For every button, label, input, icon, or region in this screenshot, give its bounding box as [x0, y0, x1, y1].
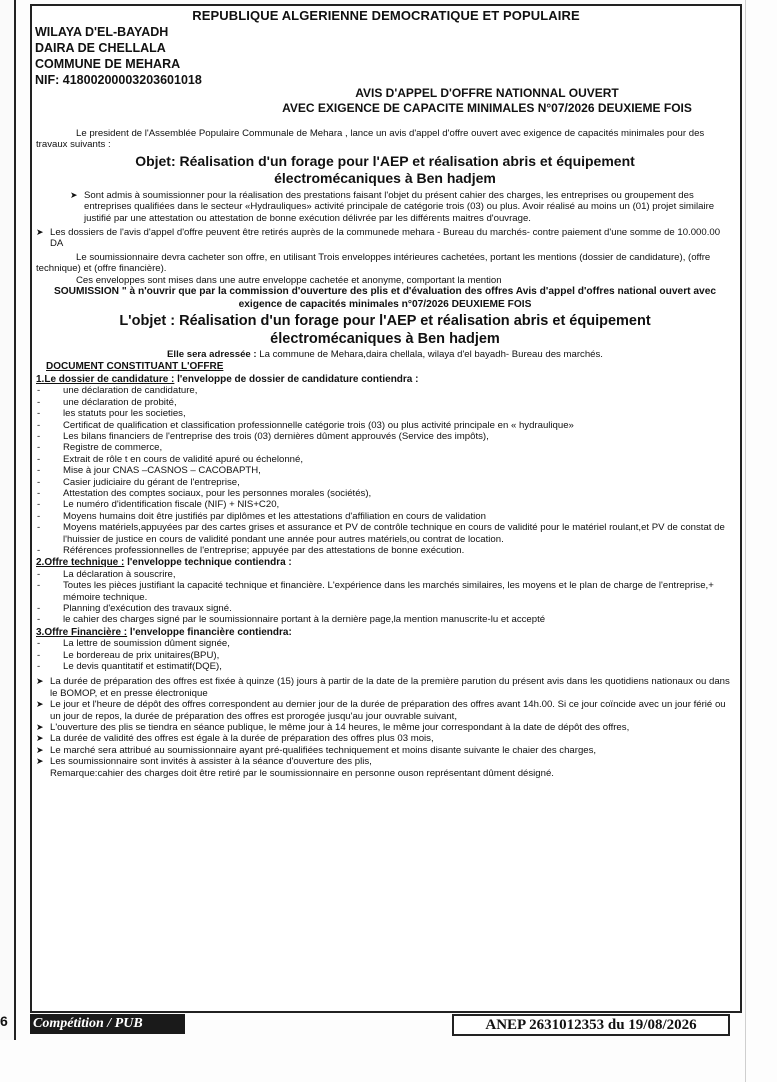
terms-item: [36, 676, 734, 699]
section-3-text: l'enveloppe financière contiendra:: [127, 626, 292, 638]
arrow-bullet-icon: ➤: [36, 699, 44, 710]
notice-title: [242, 86, 732, 116]
list-item: - le cahier des charges signé par le soumissionnaire portant à la dernière page,la mention manuscrite-lu et accepté: [36, 614, 734, 625]
list-item: - Le devis quantitatif et estimatif(DQE),: [36, 661, 734, 672]
list-item: - Le numéro d'identification fiscale (NIF) + NIS+C20,: [36, 499, 734, 510]
terms-item: [36, 699, 734, 722]
list-item: - Moyens humains doit être justifiés par diplômes et les attestations d'affiliation en cours de validation: [36, 511, 734, 522]
notice-frame: [30, 4, 742, 1013]
arrow-bullet-icon: ➤: [36, 733, 44, 744]
remark-line: Remarque:cahier des charges doit être retiré par le soumissionnaire en personne ouson représentant dûment désigné.: [50, 767, 554, 779]
arrow-bullet-icon: ➤: [70, 189, 78, 200]
terms-text: La durée de validité des offres est égale à la durée de préparation des offres plus 03 mois,: [50, 733, 434, 745]
terms-text: La durée de préparation des offres est fixée à quinze (15) jours à partir de la date de la première parution du présent avis dans les quotidiens nationaux ou dans le BOMOP, et en presse électronique: [50, 676, 730, 699]
wilaya-line: WILAYA D'EL-BAYADH: [35, 25, 169, 39]
terms-list: [36, 676, 734, 779]
document-title: DOCUMENT CONSTITUANT L'OFFRE: [46, 361, 224, 373]
list-item: - Attestation des comptes sociaux, pour les personnes morales (sociétés),: [36, 488, 734, 499]
terms-text: Le marché sera attribué au soumissionnaire ayant pré-qualifiées techniquement et moins disante suivante le chaier des charges,: [50, 744, 597, 756]
list-item: - Toutes les pièces justifiant la capacité technique et financière. L'expérience dans les marchés similaires, les moyens et le plan de charge de l'entreprise,+ mémoire technique.: [36, 580, 734, 603]
arrow-bullet-icon: ➤: [36, 756, 44, 767]
list-item: - une déclaration de probité,: [36, 397, 734, 408]
list-item: - Registre de commerce,: [36, 442, 734, 453]
section-1-list: [36, 385, 734, 556]
arrow-bullet-icon: ➤: [36, 722, 44, 733]
section-1-heading: [36, 374, 734, 385]
daira-line: DAIRA DE CHELLALA: [35, 41, 166, 55]
issuer-block: [35, 24, 202, 88]
terms-item: [36, 756, 734, 767]
terms-text: Les soumissionnaire sont invités à assister à la séance d'ouverture des plis,: [50, 756, 372, 768]
terms-item: [36, 745, 734, 756]
list-item: - Extrait de rôle t en cours de validité apuré ou échelonné,: [36, 454, 734, 465]
section-1-text: l'enveloppe de dossier de candidature contiendra :: [174, 373, 419, 385]
arrow-bullet-icon: ➤: [36, 676, 44, 687]
outer-envelope-paragraph: Ces enveloppes sont mises dans une autre enveloppe cachetée et anonyme, comportant la mention: [76, 274, 502, 286]
arrow-bullet-icon: ➤: [36, 227, 44, 238]
list-item: - La lettre de soumission dûment signée,: [36, 638, 734, 649]
objet-heading: Objet: Réalisation d'un forage pour l'AEP et réalisation abris et équipement électromécaniques à Ben hadjem: [135, 152, 635, 186]
list-item: - Planning d'exécution des travaux signé.: [36, 603, 734, 614]
page-number: 6: [0, 1013, 8, 1029]
withdrawal-text: Les dossiers de l'avis d'appel d'offre peuvent être retirés auprès de la communede mehara - Bureau du marchés- contre paiement d'une somme de 10.000.00 DA: [50, 227, 721, 250]
nif-line: NIF: 418002000032036010​18: [35, 73, 202, 87]
list-item: - Références professionnelles de l'entreprise; appuyée par des attestations de bonne exécution.: [36, 545, 734, 556]
notice-title-line1: AVIS D'APPEL D'OFFRE NATIONNAL OUVERT: [355, 86, 619, 100]
list-item: - Les bilans financiers de l'entreprise des trois (03) dernières dûment approuvés (Service des impôts),: [36, 431, 734, 442]
section-3-heading: [36, 627, 734, 638]
list-item: - les statuts pour les societies,: [36, 408, 734, 419]
list-item: - La déclaration à souscrire,: [36, 569, 734, 580]
list-item: - Mise à jour CNAS –CASNOS – CACOBAPTH,: [36, 465, 734, 476]
section-3-label: 3.Offre Financière :: [36, 626, 128, 638]
list-item: - Certificat de qualification et classification professionnelle catégorie trois (03) ou plus activité principale en « hydraulique»: [36, 420, 734, 431]
section-2-list: [36, 569, 734, 626]
list-item: - Le bordereau de prix unitaires(BPU),: [36, 650, 734, 661]
terms-text: Le jour et l'heure de dépôt des offres correspondent au dernier jour de la durée de préparation des offres avant 14h.00. Si ce jour coïncide avec un jour férié ou un jour de repos, la durée de préparation des offres est prorogée jusqu'au jour ouvrable suivant,: [50, 699, 726, 722]
list-item: - Casier judiciaire du gérant de l'entreprise,: [36, 477, 734, 488]
left-page-edge: [0, 0, 16, 1040]
arrow-bullet-icon: ➤: [36, 744, 44, 755]
right-column-divider: [745, 0, 746, 1082]
objet-repeat-heading: L'objet : Réalisation d'un forage pour l'AEP et réalisation abris et équipement électromécaniques à Ben hadjem: [119, 313, 651, 348]
section-3-list: [36, 638, 734, 672]
envelopes-paragraph: Le soumissionnaire devra cacheter son offre, en utilisant Trois enveloppes intérieures cachetées, portant les mentions (dossier de candidature), (offre technique) et (offre financière).: [36, 251, 711, 275]
list-item: - une déclaration de candidature,: [36, 385, 734, 396]
section-2-label: 2.Offre technique :: [36, 557, 125, 569]
address-label: Elle sera adressée :: [167, 349, 257, 361]
address-line: [36, 349, 734, 360]
list-item: - Moyens matériels,appuyées par des cartes grises et assurance et PV de contrôle technique en cours de validité pour le matériel roulant,et PV de constat de l'huissier de justice en cours de validité pondant une année pour autres matériels,ou contrat de location.: [36, 522, 734, 545]
section-2-text: l'enveloppe technique contiendra :: [124, 557, 292, 569]
soumission-mention: SOUMISSION " à n'ouvrir que par la commission d'ouverture des plis et d'évaluation des offres Avis d'appel d'offres national ouvert avec exigence de capacités minimales n°07/2026 DEUXIEME FOIS: [53, 286, 717, 310]
anep-reference: ANEP 2631012353 du 19/08/2026: [452, 1014, 730, 1036]
eligibility-item: [70, 190, 734, 224]
notice-body: [36, 128, 734, 779]
section-2-heading: [36, 557, 734, 568]
commune-line: COMMUNE DE MEHARA: [35, 57, 181, 71]
address-text: La commune de Mehara,daira chellala, wilaya d'el bayadh- Bureau des marchés.: [256, 349, 603, 361]
notice-title-line2: AVEC EXIGENCE DE CAPACITE MINIMALES N°07/2026 DEUXIEME FOIS: [282, 101, 692, 115]
terms-text: L'ouverture des plis se tiendra en séance publique, le même jour à 14 heures, le même jour correspondant à la date de dépôt des offres,: [50, 722, 630, 734]
intro-paragraph: Le president de l'Assemblée Populaire Communale de Mehara , lance un avis d'appel d'offre ouvert avec exigence de capacités minimales pour des travaux suivants :: [36, 128, 705, 151]
withdrawal-item: [36, 227, 734, 250]
category-label: Compétition / PUB: [30, 1014, 185, 1034]
terms-item: [36, 733, 734, 744]
terms-item: [36, 722, 734, 733]
republic-header: REPUBLIQUE ALGERIENNE DEMOCRATIQUE ET POPULAIRE: [192, 8, 580, 23]
section-1-label: 1.Le dossier de candidature :: [36, 373, 175, 385]
eligibility-text: Sont admis à soumissionner pour la réalisation des prestations faisant l'objet du présent cahier des charges, les entreprises ou groupement des entreprises qualifiées dans le secteur «Hydrauliques» activité principale de catégorie trois (03) ou plus. Avoir réalisé au moins un (01) projet similaire justifié par une attestation ou attestation de bonne exécution délivrée par les différents maitres d'ouvrage.: [84, 189, 715, 224]
